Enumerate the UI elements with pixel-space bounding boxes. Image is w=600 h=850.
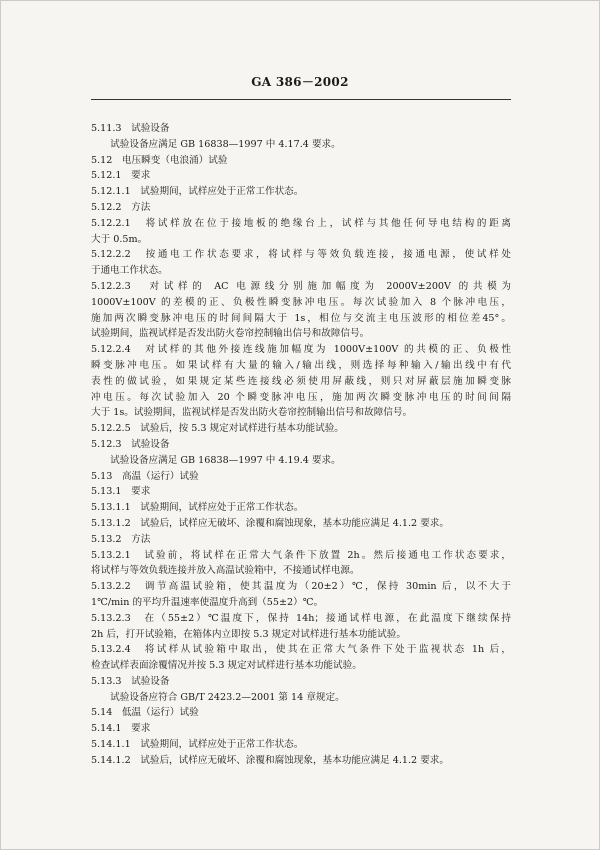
text-line: 5.12.2.5 试验后，按 5.3 规定对试样进行基本功能试验。	[91, 423, 344, 435]
text-line: 5.14 低温（运行）试验	[91, 707, 199, 719]
text-line: 5.12.2.3 对试样的 AC 电源线分别施加幅度为 2000V±200V 的共模为	[91, 280, 511, 292]
text-line: 5.13.3 试验设备	[91, 675, 170, 687]
text-line: 5.12.3 试验设备	[91, 438, 170, 450]
text-line: 1℃/min 的平均升温速率使温度升高到（55±2）℃。	[91, 596, 324, 608]
text-line: 5.12.1 要求	[91, 170, 151, 182]
text-line: 5.12.2.2 按通电工作状态要求，将试样与等效负载连接，接通电源，使试样处	[91, 249, 511, 261]
document-header: GA 386－2002	[251, 75, 349, 89]
text-line: 5.13.2.4 将试样从试验箱中取出，使其在正常大气条件下处于监视状态 1h 后，	[91, 644, 511, 656]
text-line: 5.13.2.2 调节高温试验箱，使其温度为（20±2）℃，保持 30min 后，以不大于	[91, 581, 511, 593]
text-line: 施加两次瞬变脉冲电压的时间间隔大于 1s，相位与交流主电压波形的相位差45°。	[91, 312, 511, 324]
header-rule	[91, 99, 511, 100]
text-line: 于通电工作状态。	[91, 265, 168, 277]
text-line: 试验期间，监视试样是否发出防火卷帘控制输出信号和故障信号。	[91, 328, 370, 340]
text-line: 检查试样表面涂覆情况并按 5.3 规定对试样进行基本功能试验。	[91, 660, 362, 672]
document-body	[91, 121, 511, 769]
text-line: 5.13.1 要求	[91, 486, 151, 498]
text-line: 大于 1s。试验期间，监视试样是否发出防火卷帘控制输出信号和故障信号。	[91, 407, 413, 419]
text-line: 试验设备应满足 GB 16838—1997 中 4.19.4 要求。	[91, 454, 341, 466]
text-line: 1000V±100V 的差模的正、负极性瞬变脉冲电压。每次试验加入 8 个脉冲电压，	[91, 296, 511, 308]
text-line: 5.13.2.3 在（55±2）℃温度下，保持 14h；接通试样电源，在此温度下继续保持	[91, 612, 511, 624]
text-line: 大于 0.5m。	[91, 233, 148, 245]
text-line: 5.13 高温（运行）试验	[91, 470, 199, 482]
text-line: 5.13.1.1 试验期间，试样应处于正常工作状态。	[91, 502, 304, 514]
text-line: 将试样与等效负载连接并放入高温试验箱中，不接通试样电源。	[91, 565, 360, 577]
text-line: 5.14.1.1 试验期间，试样应处于正常工作状态。	[91, 739, 304, 751]
text-line: 2h 后，打开试验箱，在箱体内立即按 5.3 规定对试样进行基本功能试验。	[91, 628, 406, 640]
text-line: 5.14.1.2 试验后，试样应无破坏、涂覆和腐蚀现象，基本功能应满足 4.1.2 要求。	[91, 754, 449, 766]
text-line: 表性的做试验，如果规定某些连接线必须使用屏蔽线，则只对屏蔽层施加瞬变脉	[91, 375, 511, 387]
text-line: 试验设备应符合 GB/T 2423.2—2001 第 14 章规定。	[91, 691, 345, 703]
text-line: 5.12 电压瞬变（电浪涌）试验	[91, 154, 228, 166]
text-line: 瞬变脉冲电压。如果试样有大量的输入/输出线，则选择每种输入/输出线中有代	[91, 359, 511, 371]
text-line: 5.13.2 方法	[91, 533, 151, 545]
text-line: 5.12.2 方法	[91, 201, 151, 213]
text-line: 试验设备应满足 GB 16838—1997 中 4.17.4 要求。	[91, 138, 341, 150]
text-line: 5.12.2.1 将试样放在位于接地板的绝缘台上，试样与其他任何导电结构的距离	[91, 217, 511, 229]
text-line: 5.12.2.4 对试样的其他外接连线施加幅度为 1000V±100V 的共模的正、负极性	[91, 344, 511, 356]
text-line: 5.12.1.1 试验期间，试样应处于正常工作状态。	[91, 186, 304, 198]
text-line: 5.13.1.2 试验后，试样应无破坏、涂覆和腐蚀现象，基本功能应满足 4.1.2 要求。	[91, 517, 449, 529]
text-line: 5.13.2.1 试验前，将试样在正常大气条件下放置 2h。然后接通电工作状态要求，	[91, 549, 511, 561]
text-line: 5.14.1 要求	[91, 723, 151, 735]
text-line: 冲电压。每次试验加入 20 个瞬变脉冲电压，施加两次瞬变脉冲电压的时间间隔	[91, 391, 511, 403]
text-line: 5.11.3 试验设备	[91, 123, 170, 134]
